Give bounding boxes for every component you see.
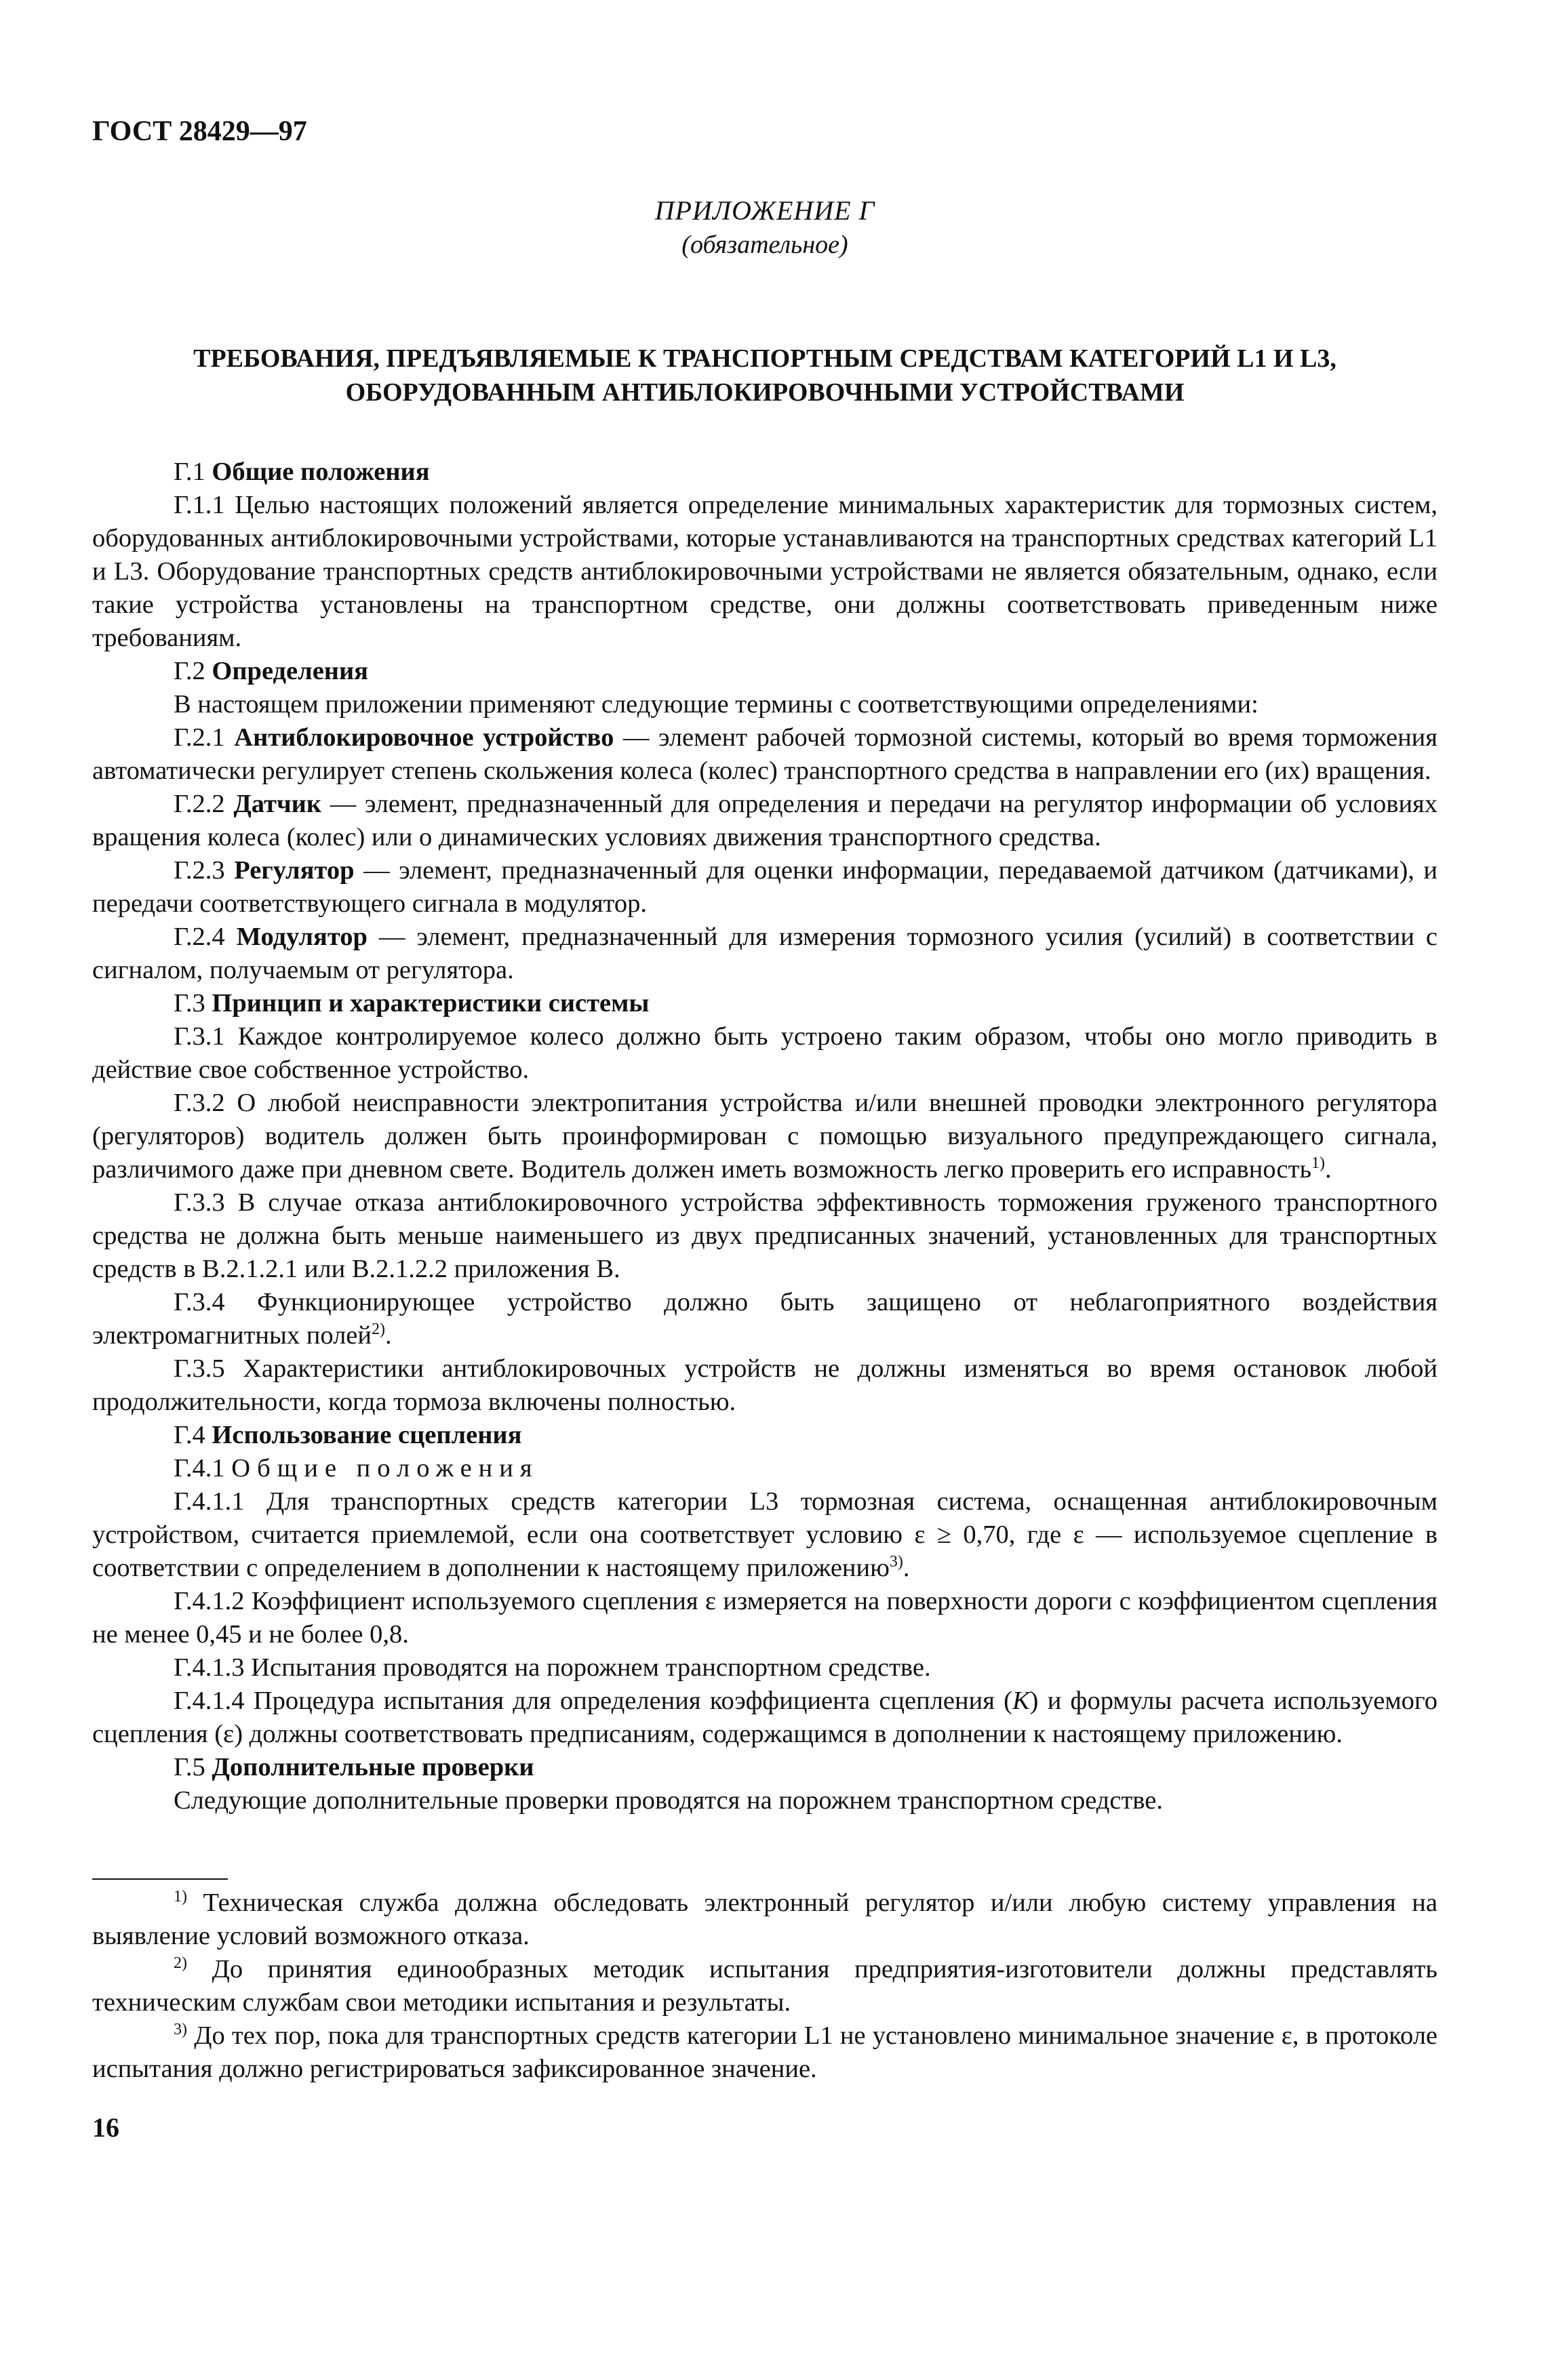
section-title: Дополнительные проверки: [212, 1753, 534, 1781]
paragraph-g4-1-1: [92, 1485, 1438, 1585]
document-page: [92, 115, 1438, 2143]
paragraph-g3-4: [92, 1286, 1438, 1352]
standard-code: ГОСТ 28429—97: [92, 116, 307, 147]
paragraph-g2-3: [92, 854, 1438, 921]
paragraph-g2-4: [92, 921, 1438, 987]
footnote-mark: 1): [174, 1888, 187, 1905]
paragraph-end: .: [1325, 1155, 1332, 1184]
footnote-3: [92, 2019, 1438, 2086]
paragraph-g4-1-4: [92, 1685, 1438, 1751]
paragraph-g5-text: [92, 1784, 1438, 1817]
main-title-line-1: ТРЕБОВАНИЯ, ПРЕДЪЯВЛЯЕМЫЕ К ТРАНСПОРТНЫМ СРЕДСТВАМ КАТЕГОРИЙ L1 И L3,: [193, 344, 1336, 373]
appendix-title: ПРИЛОЖЕНИЕ Г: [654, 195, 875, 226]
section-heading-g2: [92, 655, 1438, 688]
page-number: 16: [92, 2112, 119, 2143]
footnote-divider: [92, 1878, 228, 1880]
section-heading-g1: [92, 456, 1438, 489]
section-title: Использование сцепления: [212, 1421, 522, 1449]
section-number: Г.3.3: [174, 1188, 225, 1217]
section-title: Определения: [212, 657, 368, 685]
section-number: Г.3.1: [174, 1022, 225, 1051]
paragraph-text: — элемент, предназначенный для оценки информации, передаваемой датчиком (датчиками), и передачи соответствующего сигнала в модулятор.: [92, 856, 1438, 918]
section-heading-g5: [92, 1751, 1438, 1784]
section-number: Г.4: [174, 1421, 205, 1449]
section-title: Принцип и характеристики системы: [212, 989, 650, 1017]
section-number: Г.3.2: [174, 1089, 225, 1117]
paragraph-text: О любой неисправности электропитания устройства и/или внешней проводки электронного регулятора (регуляторов) водитель должен быть проинформирован с помощью визуального предупреждающего сигнала, различимого даже при дневном свете. Водитель должен иметь возможность легко проверить его исправность: [92, 1089, 1438, 1184]
paragraph-text: Целью настоящих положений является определение минимальных характеристик для тормозных систем, оборудованных антиблокировочными устройствами, которые устанавливаются на транспортных средствах категорий L1 и L3. Оборудование транспортных средств антиблокировочными устройствами не является обязательным, однако, если такие устройства установлены на транспортном средстве, они должны соответствовать приведенным ниже требованиям.: [92, 491, 1438, 652]
paragraph-end: .: [385, 1321, 392, 1350]
section-number: Г.3.5: [174, 1354, 225, 1383]
paragraph-g3-2: [92, 1087, 1438, 1186]
section-number: Г.3: [174, 989, 205, 1017]
paragraph-text: ) и формулы расчета используемого сцепления (ε) должны соответствовать предписаниям, содержащимся в дополнении к настоящему приложению.: [92, 1687, 1438, 1748]
section-number: Г.5: [174, 1753, 205, 1781]
paragraph-text: Каждое контролируемое колесо должно быть устроено таким образом, чтобы оно могло приводить в действие свое собственное устройство.: [92, 1022, 1438, 1084]
defined-term: Регулятор: [234, 856, 355, 885]
defined-term: Антиблокировочное устройство: [234, 723, 614, 752]
paragraph-text: — элемент, предназначенный для измерения тормозного усилия (усилий) в соответствии с сигналом, получаемым от регулятора.: [92, 923, 1438, 984]
footnote-text: До принятия единообразных методик испытания предприятия-изготовители должны представлять техническим службам свои методики испытания и результаты.: [92, 1955, 1438, 2017]
section-heading-g3: [92, 987, 1438, 1020]
paragraph-text: Следующие дополнительные проверки проводятся на порожнем транспортном средстве.: [174, 1786, 1163, 1815]
paragraph-g3-1: [92, 1020, 1438, 1087]
defined-term: Датчик: [233, 790, 322, 818]
footnote-ref[interactable]: 3): [889, 1553, 903, 1571]
paragraph-text: Процедура испытания для определения коэффициента сцепления (: [253, 1687, 1012, 1715]
footnotes: [92, 1887, 1438, 2086]
paragraph-text: Характеристики антиблокировочных устройств не должны изменяться во время остановок любой продолжительности, когда тормоза включены полностью.: [92, 1354, 1438, 1416]
footnote-2: [92, 1953, 1438, 2019]
section-number: Г.2.1: [174, 723, 225, 752]
appendix-subtitle: (обязательное): [681, 230, 848, 259]
paragraph-end: .: [903, 1554, 910, 1582]
paragraph-text: — элемент рабочей тормозной системы, который во время торможения автоматически регулирует степень скольжения колеса (колес) транспортного средства в направлении его (их) вращения.: [92, 723, 1438, 785]
footnote-mark: 2): [174, 1954, 187, 1972]
paragraph-g1-1: [92, 489, 1438, 655]
section-number: Г.4.1: [174, 1454, 225, 1483]
main-title-line-2: ОБОРУДОВАННЫМ АНТИБЛОКИРОВОЧНЫМИ УСТРОЙСТВАМИ: [345, 378, 1185, 407]
section-number: Г.1: [174, 458, 205, 486]
paragraph-g3-5: [92, 1352, 1438, 1419]
section-number: Г.2.3: [174, 856, 225, 885]
paragraph-text: Коэффициент используемого сцепления ε измеряется на поверхности дороги с коэффициентом сцепления не менее 0,45 и не более 0,8.: [92, 1587, 1438, 1649]
section-number: Г.2: [174, 657, 205, 685]
section-heading-g4: [92, 1419, 1438, 1452]
appendix-block: [92, 194, 1438, 262]
paragraph-g4-1-3: [92, 1651, 1438, 1685]
section-number: Г.2.2: [174, 790, 225, 818]
paragraph-g2-1: [92, 721, 1438, 788]
section-heading-g4-1: [92, 1452, 1438, 1485]
paragraph-text: В настоящем приложении применяют следующие термины с соответствующими определениями:: [174, 690, 1258, 719]
footnote-mark: 3): [174, 2021, 187, 2038]
section-number: Г.4.1.1: [174, 1487, 245, 1516]
footnote-ref[interactable]: 2): [372, 1320, 385, 1338]
section-number: Г.4.1.2: [174, 1587, 245, 1615]
variable-k: K: [1012, 1687, 1030, 1715]
paragraph-text: Для транспортных средств категории L3 тормозная система, оснащенная антиблокировочным устройством, считается приемлемой, если она соответствует условию ε ≥ 0,70, где ε — используемое сцепление в соответствии с определением в дополнении к настоящему приложению: [92, 1487, 1438, 1582]
paragraph-text: Функционирующее устройство должно быть защищено от неблагоприятного воздействия электромагнитных полей: [92, 1288, 1438, 1350]
paragraph-g3-3: [92, 1186, 1438, 1286]
section-title: Общие положения: [231, 1454, 539, 1483]
main-title: [92, 342, 1438, 409]
paragraph-g2-2: [92, 788, 1438, 854]
footnote-1: [92, 1887, 1438, 1953]
section-number: Г.1.1: [174, 491, 225, 519]
footnote-text: Техническая служба должна обследовать электронный регулятор и/или любую систему управления на выявление условий возможного отказа.: [92, 1889, 1438, 1950]
paragraph-g4-1-2: [92, 1585, 1438, 1651]
section-number: Г.3.4: [174, 1288, 225, 1316]
section-title: Общие положения: [212, 458, 430, 486]
paragraph-text: Испытания проводятся на порожнем транспортном средстве.: [251, 1653, 931, 1682]
footnote-ref[interactable]: 1): [1311, 1154, 1326, 1172]
section-number: Г.4.1.3: [174, 1653, 245, 1682]
paragraph-g2-intro: [92, 688, 1438, 721]
defined-term: Модулятор: [236, 923, 368, 951]
body-text: [92, 456, 1438, 1817]
footnote-text: До тех пор, пока для транспортных средств категории L1 не установлено минимальное значение ε, в протоколе испытания должно регистрироваться зафиксированное значение.: [92, 2021, 1438, 2083]
paragraph-text: В случае отказа антиблокировочного устройства эффективность торможения груженого транспортного средства не должна быть меньше наименьшего из двух предписанных значений, установленных для транспортных средств в В.2.1.2.1 или В.2.1.2.2 приложения В.: [92, 1188, 1438, 1283]
section-number: Г.4.1.4: [174, 1687, 245, 1715]
paragraph-text: — элемент, предназначенный для определения и передачи на регулятор информации об условиях вращения колеса (колес) или о динамических условиях движения транспортного средства.: [92, 790, 1438, 851]
section-number: Г.2.4: [174, 923, 225, 951]
